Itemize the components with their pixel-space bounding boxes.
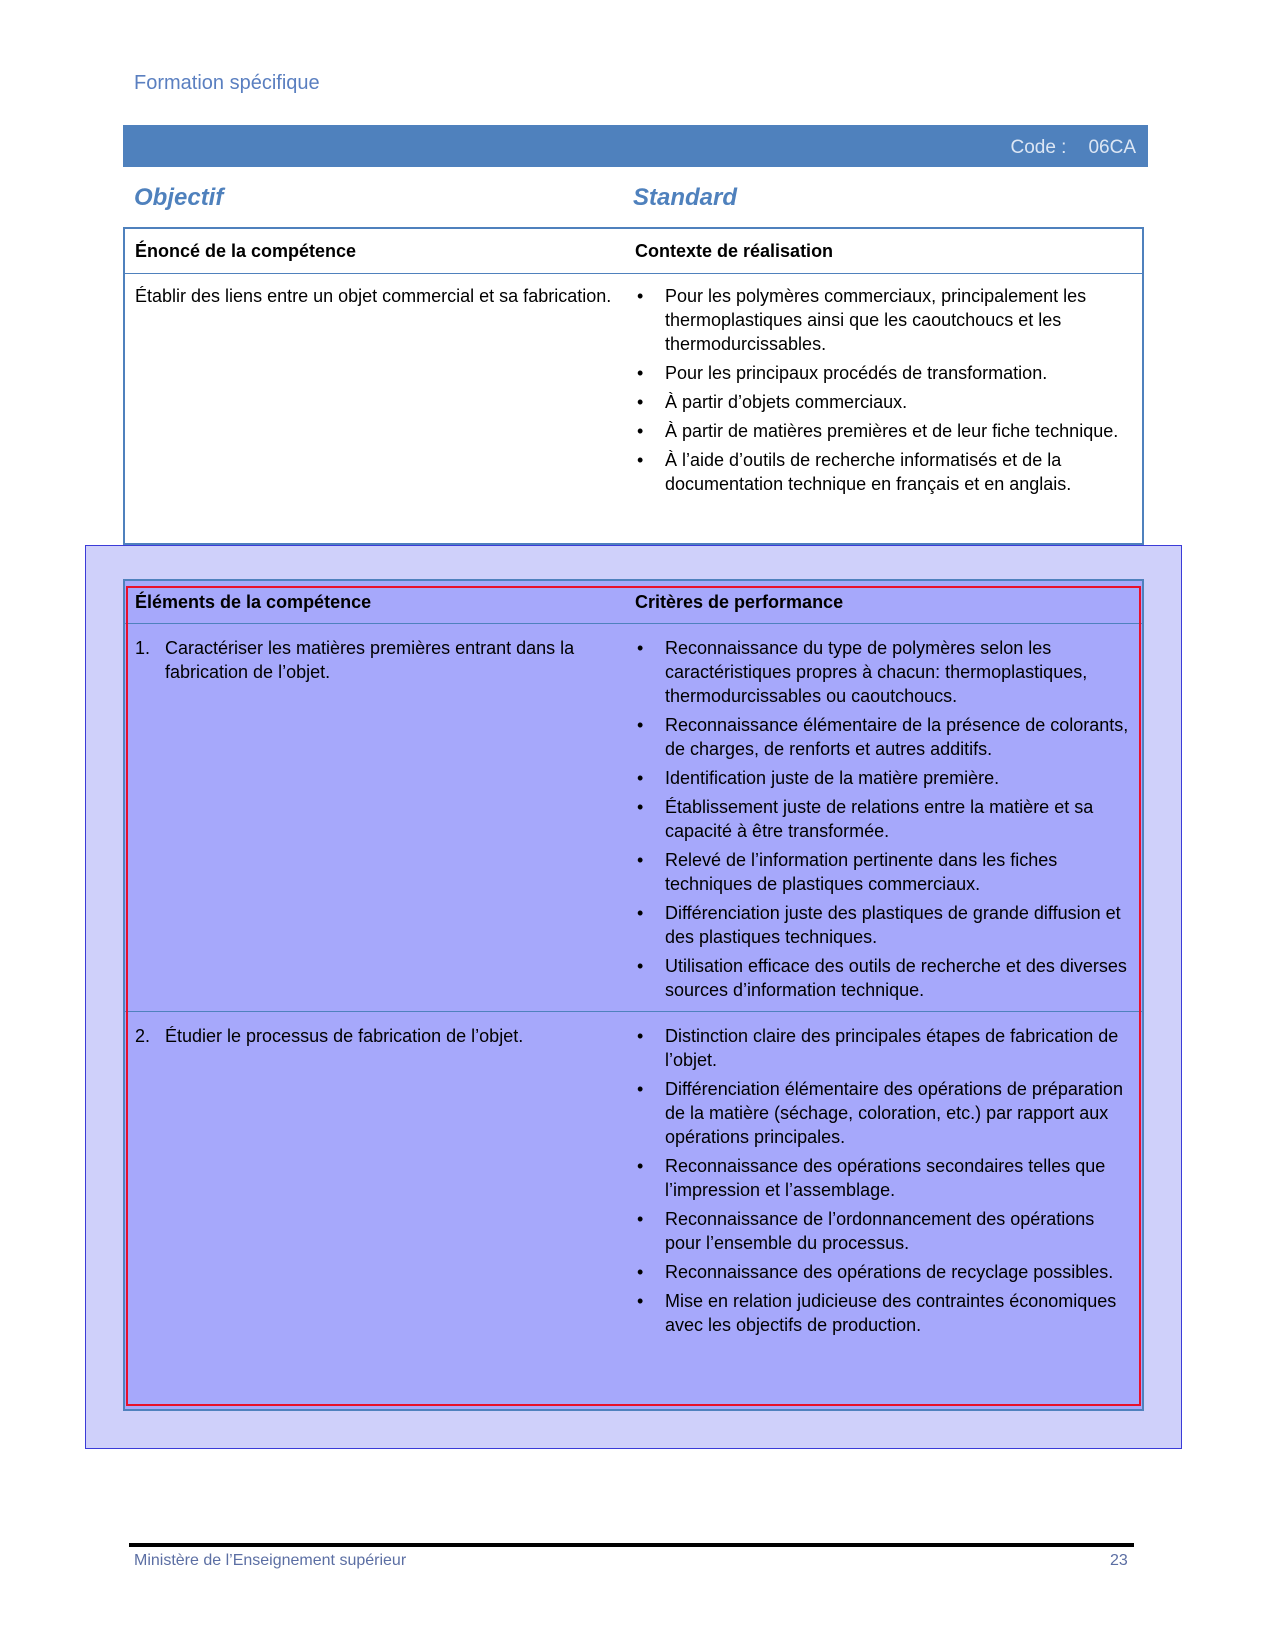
footer-page-number: 23 (1110, 1552, 1128, 1569)
criteria-item: • Identification juste de la matière première. (635, 766, 1130, 790)
element-row-2 (125, 1012, 1142, 1342)
elements-table-header (125, 581, 1142, 624)
footer-ministry: Ministère de l’Enseignement supérieur (134, 1552, 407, 1569)
elements-table (123, 579, 1144, 1411)
contexte-item: • Pour les principaux procédés de transformation. (635, 361, 1130, 385)
section-title: Formation spécifique (134, 72, 320, 94)
criteria-item: • Mise en relation judicieuse des contraintes économiques avec les objectifs de production. (635, 1289, 1130, 1337)
objectif-heading: Objectif (134, 184, 224, 211)
criteria-cell (635, 636, 1142, 1007)
contexte-item: • Pour les polymères commerciaux, principalement les thermoplastiques ainsi que les caoutchoucs et les thermodurcissables. (635, 284, 1130, 356)
criteria-item: • Reconnaissance des opérations de recyclage possibles. (635, 1260, 1130, 1284)
competence-table-header (125, 229, 1142, 274)
criteria-item: • Reconnaissance du type de polymères selon les caractéristiques propres à chacun: thermoplastiques, thermodurcissables ou caoutchoucs. (635, 636, 1130, 708)
criteria-item: • Reconnaissance de l’ordonnancement des opérations pour l’ensemble du processus. (635, 1207, 1130, 1255)
element-text (135, 1024, 635, 1048)
element-text (135, 636, 635, 684)
criteria-list (635, 1024, 1130, 1337)
element-number: 2. (135, 1026, 151, 1046)
criteria-cell (635, 1024, 1142, 1342)
criteria-item: • Reconnaissance des opérations secondaires telles que l’impression et l’assemblage. (635, 1154, 1130, 1202)
contexte-item: • À partir de matières premières et de leur fiche technique. (635, 419, 1130, 443)
code-label-group (1010, 137, 1136, 159)
criteres-header: Critères de performance (635, 591, 844, 612)
footer-rule (129, 1543, 1134, 1547)
element-row-1 (125, 624, 1142, 1012)
criteria-list (635, 636, 1130, 1002)
contexte-cell (635, 284, 1142, 501)
contexte-item: • À l’aide d’outils de recherche informatisés et de la documentation technique en français et en anglais. (635, 448, 1130, 496)
criteria-item: • Établissement juste de relations entre la matière et sa capacité à être transformée. (635, 795, 1130, 843)
element-cell (125, 1024, 635, 1342)
elements-header: Éléments de la compétence (135, 591, 372, 612)
code-value: 06CA (1088, 137, 1136, 158)
element-cell (125, 636, 635, 1007)
contexte-header: Contexte de réalisation (635, 240, 834, 261)
contexte-item: • À partir d’objets commerciaux. (635, 390, 1130, 414)
criteria-item: • Reconnaissance élémentaire de la présence de colorants, de charges, de renforts et autres additifs. (635, 713, 1130, 761)
criteria-item: • Utilisation efficace des outils de recherche et des diverses sources d’information technique. (635, 954, 1130, 1002)
contexte-list (635, 284, 1130, 496)
element-description: Caractériser les matières premières entrant dans la fabrication de l’objet. (165, 638, 575, 682)
criteria-item: • Différenciation élémentaire des opérations de préparation de la matière (séchage, coloration, etc.) par rapport aux opérations principales. (635, 1077, 1130, 1149)
enonce-text: Établir des liens entre un objet commercial et sa fabrication. (135, 286, 612, 306)
element-description: Étudier le processus de fabrication de l’objet. (165, 1026, 524, 1046)
element-number: 1. (135, 638, 151, 658)
criteria-item: • Distinction claire des principales étapes de fabrication de l’objet. (635, 1024, 1130, 1072)
competence-row (125, 274, 1142, 501)
standard-heading: Standard (633, 184, 738, 211)
enonce-header: Énoncé de la compétence (135, 240, 357, 261)
code-label: Code : (1010, 137, 1067, 158)
criteria-item: • Relevé de l’information pertinente dans les fiches techniques de plastiques commerciaux. (635, 848, 1130, 896)
code-bar (123, 125, 1148, 167)
competence-table (123, 227, 1144, 545)
criteria-item: • Différenciation juste des plastiques de grande diffusion et des plastiques techniques. (635, 901, 1130, 949)
